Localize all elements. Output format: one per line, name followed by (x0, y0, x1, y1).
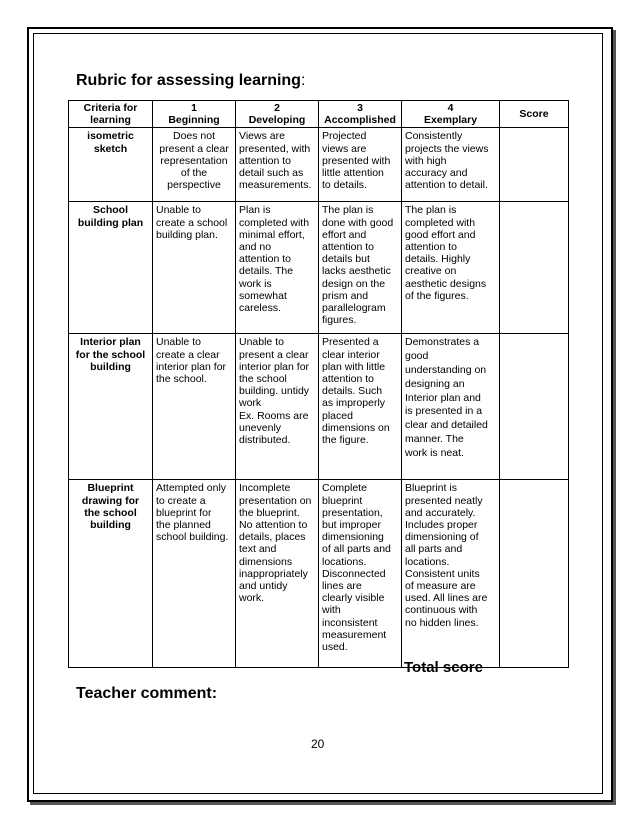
header-exemplary (402, 101, 500, 128)
score-cell (500, 128, 569, 202)
table-row (69, 128, 569, 202)
table-row (69, 334, 569, 480)
criteria-cell: Blueprint drawing for the school building (69, 480, 153, 668)
header-criteria (69, 101, 153, 128)
header-exemplary-level: 4 (447, 102, 454, 114)
header-developing-label: Developing (248, 114, 306, 127)
exemplary-cell: The plan is completed with good effort and attention to details. Highly creative on aesthetic designs of the figures. (402, 202, 500, 334)
header-accomplished (319, 101, 402, 128)
exemplary-cell: Consistently projects the views with high accuracy and attention to detail. (402, 128, 500, 202)
beginning-cell: Does not present a clear representation of the perspective (153, 128, 236, 202)
accomplished-cell: Projected views are presented with little attention to details. (319, 128, 402, 202)
beginning-cell: Unable to create a school building plan. (153, 202, 236, 334)
rubric-title-colon: : (300, 72, 306, 89)
header-exemplary-label: Exemplary (423, 114, 478, 127)
criteria-cell: Interior plan for the school building (69, 334, 153, 480)
criteria-cell: isometric sketch (69, 128, 153, 202)
accomplished-cell: Complete blueprint presentation, but improper dimensioning of all parts and locations. Disconnected lines are clearly visible with inconsistent measurement used. (319, 480, 402, 668)
developing-cell: Incomplete presentation on the blueprint. No attention to details, places text and dimensions inappropriately and untidy work. (236, 480, 319, 668)
developing-cell: Plan is completed with minimal effort, and no attention to details. The work is somewhat careless. (236, 202, 319, 334)
header-row (69, 101, 569, 128)
header-score (500, 101, 569, 128)
header-criteria-line2: learning (90, 114, 131, 127)
table-row (69, 202, 569, 334)
header-score-label: Score (519, 108, 549, 121)
developing-cell: Unable to present a clear interior plan for the school building. untidy work Ex. Rooms are unevenly distributed. (236, 334, 319, 480)
score-cell (500, 202, 569, 334)
exemplary-cell: Blueprint is presented neatly and accurately. Includes proper dimensioning of all parts and locations. Consistent units of measure are used. All lines are continuous with no hidden lines. (402, 480, 500, 668)
accomplished-cell: The plan is done with good effort and attention to details but lacks aesthetic design on the prism and parallelogram figures. (319, 202, 402, 334)
rubric-title (76, 72, 305, 90)
criteria-cell: School building plan (69, 202, 153, 334)
rubric-table (68, 100, 569, 668)
header-accomplished-level: 3 (357, 102, 363, 114)
header-beginning-level: 1 (191, 102, 197, 114)
accomplished-cell: Presented a clear interior plan with little attention to details. Such as improperly placed dimensions on the figure. (319, 334, 402, 480)
developing-cell: Views are presented, with attention to detail such as measurements. (236, 128, 319, 202)
header-beginning (153, 101, 236, 128)
beginning-cell: Attempted only to create a blueprint for the planned school building. (153, 480, 236, 668)
total-score-label: Total score (404, 659, 483, 676)
table-row (69, 480, 569, 668)
header-developing (236, 101, 319, 128)
header-criteria-line1: Criteria for (83, 102, 138, 114)
beginning-cell: Unable to create a clear interior plan for the school. (153, 334, 236, 480)
header-accomplished-label: Accomplished (324, 114, 396, 127)
score-cell (500, 334, 569, 480)
header-developing-level: 2 (274, 102, 280, 114)
rubric-title-text: Rubric for assessing learning (76, 72, 301, 89)
header-beginning-label: Beginning (168, 114, 220, 127)
exemplary-cell: Demonstrates a good understanding on designing an Interior plan and is presented in a clear and detailed manner. The work is neat. (402, 334, 500, 480)
page-number: 20 (311, 737, 325, 751)
score-cell (500, 480, 569, 668)
teacher-comment-label: Teacher comment: (76, 685, 218, 702)
